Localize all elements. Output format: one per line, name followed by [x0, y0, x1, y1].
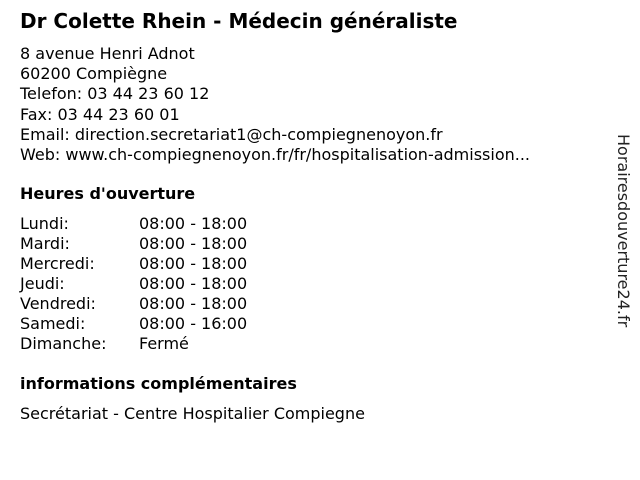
time-value: 08:00 - 18:00 [139, 294, 248, 313]
day-label: Samedi: [20, 314, 86, 333]
hours-row-thursday [20, 274, 340, 294]
day-label: Dimanche: [20, 334, 107, 353]
time-value: 08:00 - 18:00 [139, 274, 248, 293]
day-label: Jeudi: [20, 274, 65, 293]
day-label: Lundi: [20, 214, 69, 233]
contact-block [20, 44, 530, 165]
email-line: Email: direction.secretariat1@ch-compiegnenoyon.fr [20, 124, 443, 144]
hours-row-wednesday [20, 254, 340, 274]
additional-info-heading: informations complémentaires [20, 374, 297, 393]
fax-line: Fax: 03 44 23 60 01 [20, 104, 180, 124]
page-title: Dr Colette Rhein - Médecin généraliste [20, 9, 458, 33]
phone-line: Telefon: 03 44 23 60 12 [20, 84, 210, 104]
additional-info-text: Secrétariat - Centre Hospitalier Compiegne [20, 404, 365, 423]
hours-row-saturday [20, 314, 340, 334]
hours-row-monday [20, 214, 340, 234]
opening-hours-heading: Heures d'ouverture [20, 184, 196, 203]
time-value: Fermé [139, 334, 189, 353]
opening-hours-table [20, 214, 340, 354]
address-street: 8 avenue Henri Adnot [20, 44, 195, 63]
day-label: Mardi: [20, 234, 70, 253]
hours-row-friday [20, 294, 340, 314]
time-value: 08:00 - 16:00 [139, 314, 248, 333]
day-label: Vendredi: [20, 294, 96, 313]
hours-row-tuesday [20, 234, 340, 254]
day-label: Mercredi: [20, 254, 95, 273]
time-value: 08:00 - 18:00 [139, 214, 248, 233]
time-value: 08:00 - 18:00 [139, 234, 248, 253]
address-city: 60200 Compiègne [20, 64, 168, 84]
time-value: 08:00 - 18:00 [139, 254, 248, 273]
site-watermark: Horairesdouverture24.fr [614, 134, 633, 328]
web-line: Web: www.ch-compiegnenoyon.fr/fr/hospitalisation-admission... [20, 145, 531, 165]
hours-row-sunday [20, 334, 340, 354]
